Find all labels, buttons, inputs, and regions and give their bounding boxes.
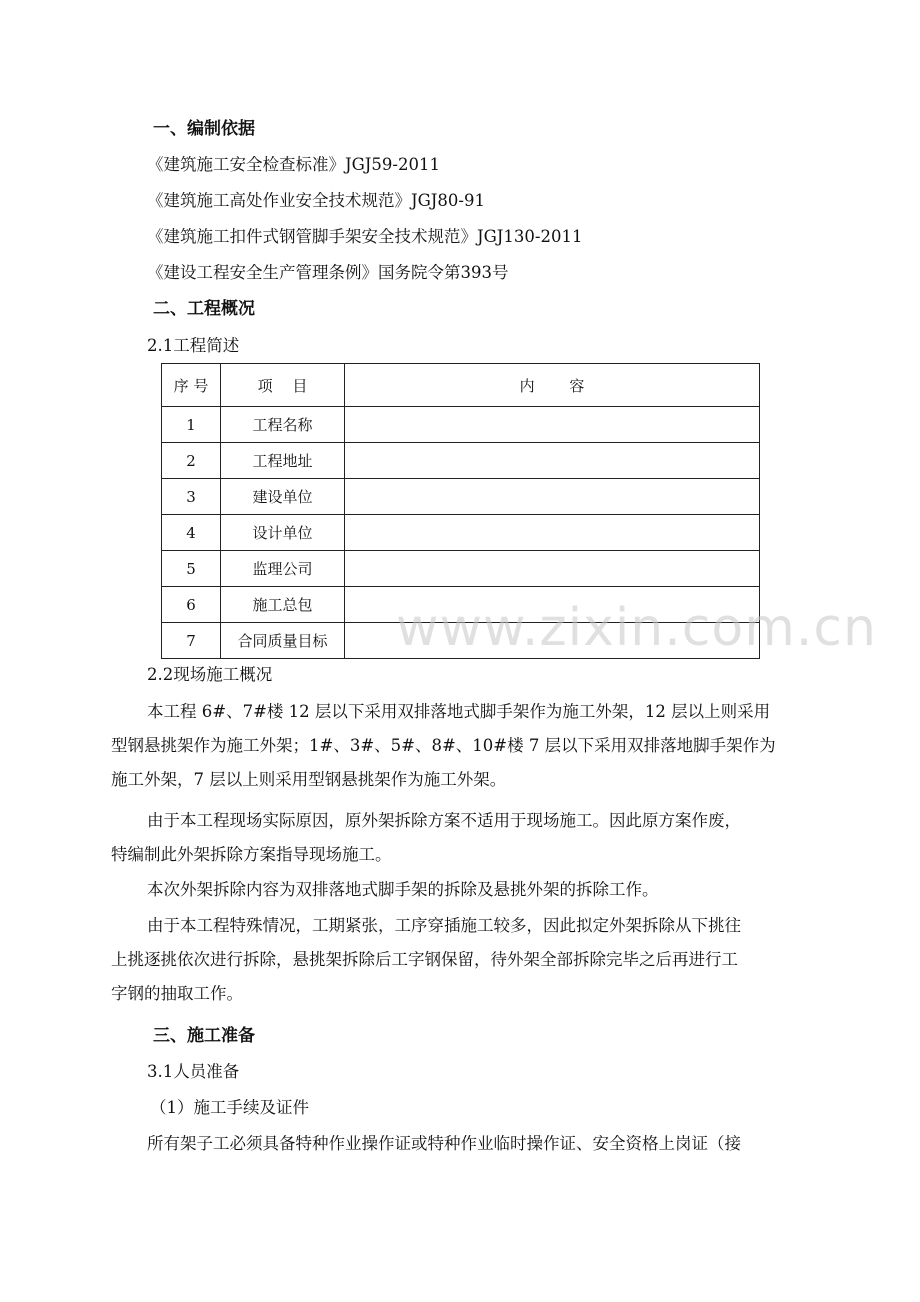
paragraph-line: 型钢悬挑架作为施工外架；1#、3#、5#、8#、10#楼 7 层以下采用双排落地脚手架作为	[111, 736, 776, 755]
section3-heading: 三、施工准备	[153, 1026, 255, 1046]
subsection-3-1: 3.1人员准备	[147, 1062, 240, 1081]
row-content	[345, 407, 760, 443]
paragraph-line: 本次外架拆除内容为双排落地式脚手架的拆除及悬挑外架的拆除工作。	[147, 880, 659, 899]
row-content	[345, 551, 760, 587]
row-content	[345, 443, 760, 479]
section2-heading: 二、工程概况	[153, 299, 255, 319]
row-item: 合同质量目标	[221, 623, 345, 659]
paragraph-reason	[111, 804, 827, 872]
row-item: 建设单位	[221, 479, 345, 515]
paragraph-line: 由于本工程现场实际原因，原外架拆除方案不适用于现场施工。因此原方案作废，	[147, 811, 741, 830]
table-row	[162, 479, 760, 515]
paragraph-personnel: 所有架子工必须具备特种作业操作证或特种作业临时操作证、安全资格上岗证（接	[147, 1134, 741, 1153]
paragraph-line: 特编制此外架拆除方案指导现场施工。	[111, 845, 392, 864]
row-no: 2	[162, 443, 221, 479]
paragraph-overview	[111, 695, 827, 797]
row-item: 施工总包	[221, 587, 345, 623]
row-item: 工程地址	[221, 443, 345, 479]
watermark-text: www.zixin.com.cn	[396, 598, 877, 658]
reference-1: 《建筑施工安全检查标准》JGJ59-2011	[147, 155, 440, 174]
table-row	[162, 443, 760, 479]
reference-3: 《建筑施工扣件式钢管脚手架安全技术规范》JGJ130-2011	[147, 227, 583, 246]
item-3-1-1: （1）施工手续及证件	[150, 1098, 309, 1117]
header-item: 项 目	[221, 364, 345, 407]
table-row	[162, 551, 760, 587]
subsection-2-1: 2.1工程简述	[147, 336, 240, 355]
table-row	[162, 515, 760, 551]
row-item: 工程名称	[221, 407, 345, 443]
row-no: 6	[162, 587, 221, 623]
row-content	[345, 515, 760, 551]
reference-4: 《建设工程安全生产管理条例》国务院令第393号	[147, 263, 509, 282]
paragraph-line: 施工外架，7 层以上则采用型钢悬挑架作为施工外架。	[111, 770, 507, 789]
paragraph-method	[111, 909, 827, 1011]
row-no: 1	[162, 407, 221, 443]
row-no: 5	[162, 551, 221, 587]
paragraph-line: 由于本工程特殊情况，工期紧张，工序穿插施工较多，因此拟定外架拆除从下挑往	[147, 916, 741, 935]
reference-2: 《建筑施工高处作业安全技术规范》JGJ80-91	[147, 191, 485, 210]
table-header-row	[162, 364, 760, 407]
paragraph-line: 字钢的抽取工作。	[111, 984, 243, 1003]
row-no: 7	[162, 623, 221, 659]
table-row	[162, 407, 760, 443]
paragraph-line: 本工程 6#、7#楼 12 层以下采用双排落地式脚手架作为施工外架，12 层以上则采用	[147, 702, 771, 721]
section1-heading: 一、编制依据	[153, 119, 255, 139]
row-content	[345, 479, 760, 515]
row-item: 设计单位	[221, 515, 345, 551]
header-no: 序 号	[162, 364, 221, 407]
paragraph-line: 上挑逐挑依次进行拆除，悬挑架拆除后工字钢保留，待外架全部拆除完毕之后再进行工	[111, 950, 738, 969]
subsection-2-2: 2.2现场施工概况	[147, 665, 273, 684]
paragraph-scope	[147, 873, 827, 907]
row-no: 3	[162, 479, 221, 515]
header-content: 内 容	[345, 364, 760, 407]
row-item: 监理公司	[221, 551, 345, 587]
row-no: 4	[162, 515, 221, 551]
